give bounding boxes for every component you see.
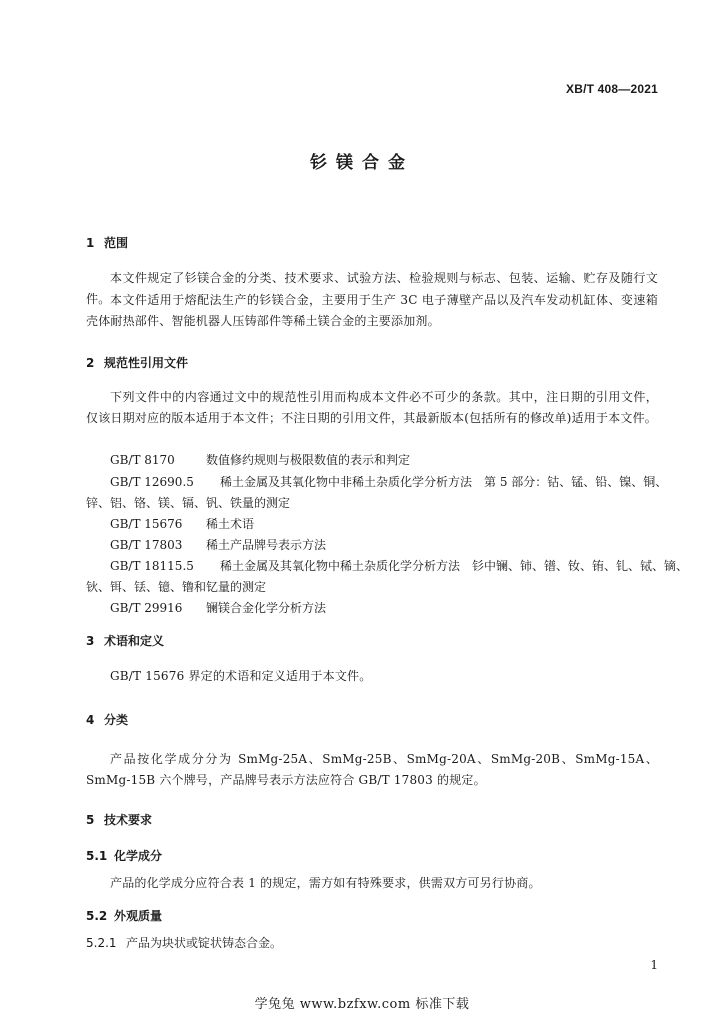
- section-1-paragraph-1: 本文件规定了钐镁合金的分类、技术要求、试验方法、检验规则与标志、包装、运输、贮存及随行文件。: [86, 271, 658, 306]
- section-number: 5: [86, 813, 95, 827]
- section-5-heading: [86, 811, 152, 828]
- reference-title: 数值修约规则与极限数值的表示和判定: [206, 453, 411, 467]
- reference-code: GB/T 8170: [110, 453, 175, 467]
- section-title: 分类: [104, 713, 129, 727]
- reference-item: [86, 556, 689, 577]
- clause-number: 5.2.1: [86, 936, 117, 950]
- section-title: 技术要求: [104, 813, 153, 827]
- section-title: 术语和定义: [104, 634, 165, 648]
- section-1-paragraph-2: 本文件适用于熔配法生产的钐镁合金，主要用于生产 3C 电子薄壁产品以及汽车发动机缸体、变速箱壳体耐热部件、智能机器人压铸部件等稀土镁合金的主要添加剂。: [86, 293, 658, 328]
- reference-code: GB/T 18115.5: [110, 559, 194, 573]
- document-number: XB/T 408—2021: [566, 82, 658, 96]
- reference-item: [86, 598, 682, 619]
- subsection-number: 5.1: [86, 849, 108, 863]
- reference-title: 稀土产品牌号表示方法: [206, 538, 327, 552]
- section-number: 3: [86, 634, 95, 648]
- reference-continuation: 钬、铒、铥、镱、镥和钇量的测定: [86, 580, 267, 594]
- reference-item: [86, 535, 682, 556]
- reference-item: [86, 450, 682, 471]
- subsection-5-1-paragraph: 产品的化学成分应符合表 1 的规定，需方如有特殊要求，供需双方可另行协商。: [110, 876, 541, 890]
- reference-code: GB/T 15676: [110, 517, 183, 531]
- subsection-title: 化学成分: [114, 849, 163, 863]
- section-2-intro: 下列文件中的内容通过文中的规范性引用而构成本文件必不可少的条款。其中，注日期的引用文件，仅该日期对应的版本适用于本文件；不注日期的引用文件，其最新版本(包括所有的修改单)适用于本文件。: [86, 390, 658, 425]
- section-number: 4: [86, 713, 95, 727]
- section-number: 1: [86, 236, 95, 250]
- section-title: 规范性引用文件: [104, 356, 189, 370]
- document-title: 钐镁合金: [310, 153, 414, 173]
- reference-code: GB/T 17803: [110, 538, 183, 552]
- reference-item: [86, 514, 682, 535]
- section-title: 范围: [104, 236, 129, 250]
- reference-title: 镧镁合金化学分析方法: [206, 601, 327, 615]
- clause-text: 产品为块状或锭状铸态合金。: [126, 936, 283, 950]
- footer-watermark: 学兔兔 www.bzfxw.com 标准下载: [254, 997, 470, 1012]
- reference-title: 稀土金属及其氧化物中非稀土杂质化学分析方法 第 5 部分：钴、锰、铅、镍、铜、: [220, 475, 668, 489]
- section-4-paragraph: 产品按化学成分分为 SmMg-25A、SmMg-25B、SmMg-20A、SmMg-20B、SmMg-15A、SmMg-15B 六个牌号，产品牌号表示方法应符合 GB/T 17803 的规定。: [86, 752, 658, 787]
- section-3-heading: [86, 632, 164, 649]
- section-3-paragraph: GB/T 15676 界定的术语和定义适用于本文件。: [110, 669, 372, 683]
- section-1-heading: [86, 234, 128, 251]
- page-number: 1: [650, 958, 658, 972]
- clause-5-2-1: [86, 934, 282, 951]
- reference-code: GB/T 12690.5: [110, 475, 194, 489]
- subsection-title: 外观质量: [114, 909, 163, 923]
- reference-item: [86, 472, 682, 493]
- subsection-5-1-heading: [86, 847, 162, 864]
- section-number: 2: [86, 356, 95, 370]
- reference-continuation: 锌、铝、铬、镁、镉、钒、铁量的测定: [86, 496, 291, 510]
- reference-title: 稀土术语: [206, 517, 255, 531]
- section-4-heading: [86, 711, 128, 728]
- reference-code: GB/T 29916: [110, 601, 183, 615]
- reference-title: 稀土金属及其氧化物中稀土杂质化学分析方法 钐中镧、铈、镨、钕、铕、钆、铽、镝、: [220, 559, 689, 573]
- subsection-5-2-heading: [86, 907, 162, 924]
- section-2-heading: [86, 354, 188, 371]
- subsection-number: 5.2: [86, 909, 108, 923]
